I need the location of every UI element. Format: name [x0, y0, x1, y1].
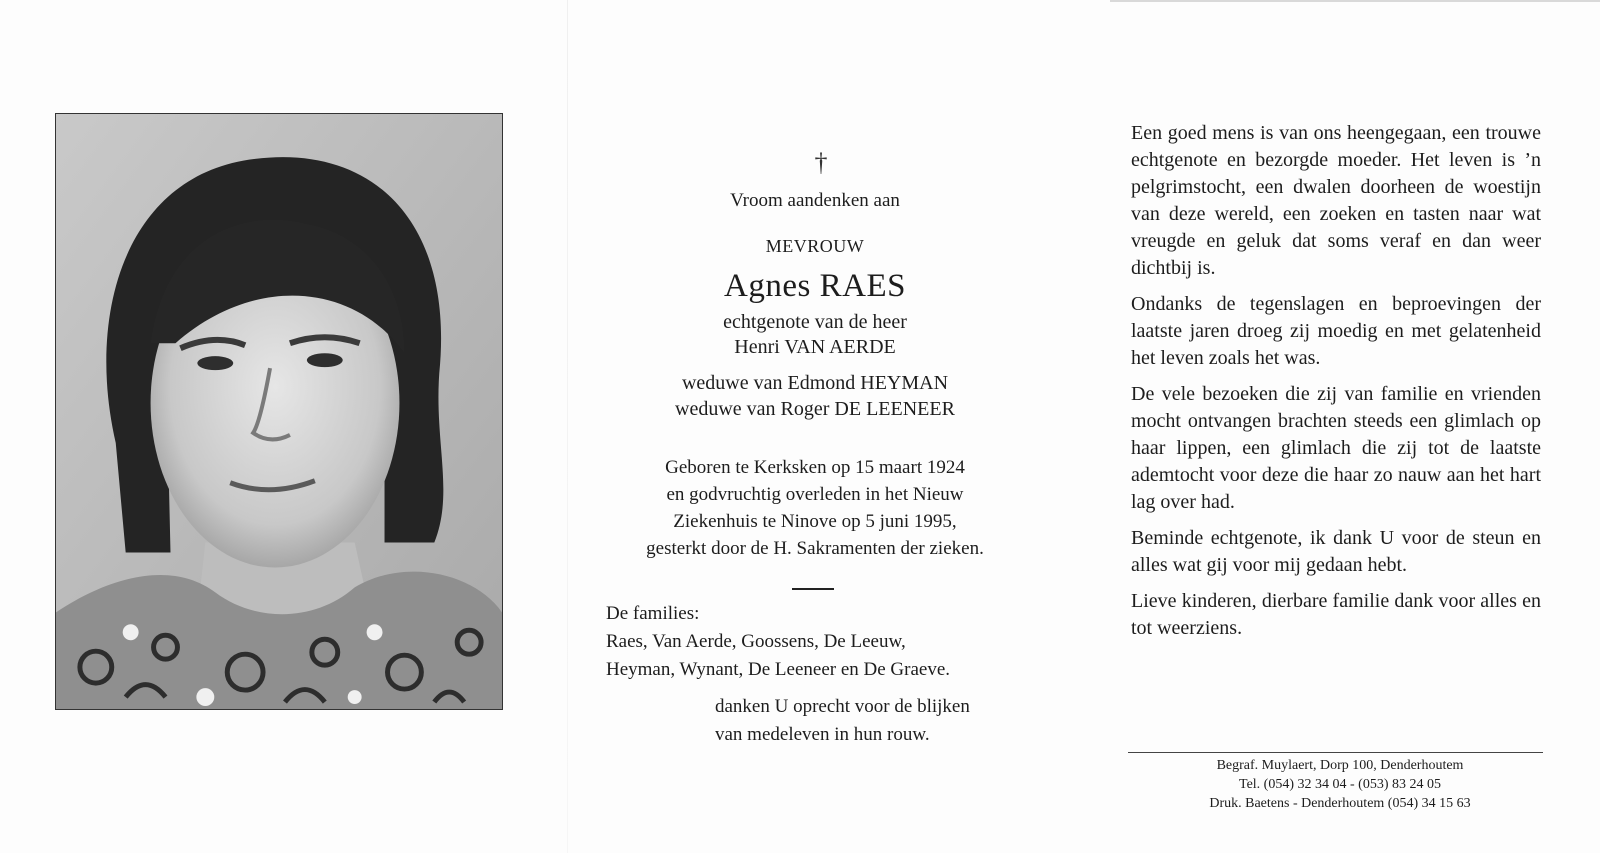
born-line-1: Geboren te Kerksken op 15 maart 1924	[665, 457, 965, 478]
born-line-4: gesterkt door de H. Sakramenten der zieken.	[646, 538, 984, 559]
cross-icon: †	[814, 148, 828, 177]
verse-paragraph: Een goed mens is van ons heengegaan, een trouwe echtgenote en bezorgde moeder. Het leven is ’n pelgrimstocht, een dwalen doorheen de woestijn van deze wereld, een zoeken en tasten naar wat vreugde en geluk dat soms veraf en dan weer dichtbij is.	[1131, 122, 1541, 279]
memorial-intro: Vroom aandenken aan	[730, 190, 900, 211]
families-line-2: Heyman, Wynant, De Leeneer en De Graeve.	[606, 659, 951, 680]
separator-rule	[792, 588, 834, 590]
imprint-rule	[1128, 752, 1543, 753]
families-heading: De families:	[606, 603, 700, 624]
honorific: MEVROUW	[765, 236, 865, 256]
card-text-column	[580, 148, 1050, 745]
top-edge-mark	[1110, 0, 1600, 2]
portrait-illustration	[56, 114, 502, 709]
born-line-3: Ziekenhuis te Ninove op 5 juni 1995,	[673, 511, 957, 532]
imprint-line-2: Tel. (054) 32 34 04 - (053) 83 24 05	[1239, 777, 1441, 792]
imprint-line-1: Begraf. Muylaert, Dorp 100, Denderhoutem	[1216, 758, 1464, 773]
spouse-line-1: echtgenote van de heer	[723, 311, 907, 333]
born-line-2: en godvruchtig overleden in het Nieuw	[666, 484, 964, 505]
verse-paragraph: De vele bezoeken die zij van familie en vrienden mocht ontvangen brachten steeds een glimlach op haar lippen, een glimlach die zij tot de laatste ademtocht voor deze die haar zo nauw aan het hart lag over had.	[1131, 383, 1541, 513]
imprint-line-3: Druk. Baetens - Denderhoutem (054) 34 15 63	[1209, 796, 1471, 811]
thanks-line-1: danken U oprecht voor de blijken	[715, 696, 970, 717]
widow-line-1: weduwe van Edmond HEYMAN	[681, 372, 949, 394]
printer-imprint	[1140, 756, 1540, 813]
verse-paragraph: Lieve kinderen, dierbare familie dank voor alles en tot weerziens.	[1131, 590, 1541, 639]
verse-paragraph: Ondanks de tegenslagen en beproevingen der laatste jaren droeg zij moedig en met gelatenheid het leven zoals het was.	[1131, 293, 1541, 369]
thanks-line-2: van medeleven in hun rouw.	[715, 724, 930, 745]
portrait-photo	[55, 113, 503, 710]
families-line-1: Raes, Van Aerde, Goossens, De Leeuw,	[606, 631, 906, 652]
fold-line	[567, 0, 568, 853]
spouse-line-2: Henri VAN AERDE	[734, 336, 896, 358]
deceased-name: Agnes RAES	[724, 268, 906, 304]
verse-paragraph: Beminde echtgenote, ik dank U voor de steun en alles wat gij voor mij gedaan hebt.	[1131, 527, 1541, 576]
widow-line-2: weduwe van Roger DE LEENEER	[675, 398, 955, 420]
verse-column	[1131, 120, 1541, 651]
